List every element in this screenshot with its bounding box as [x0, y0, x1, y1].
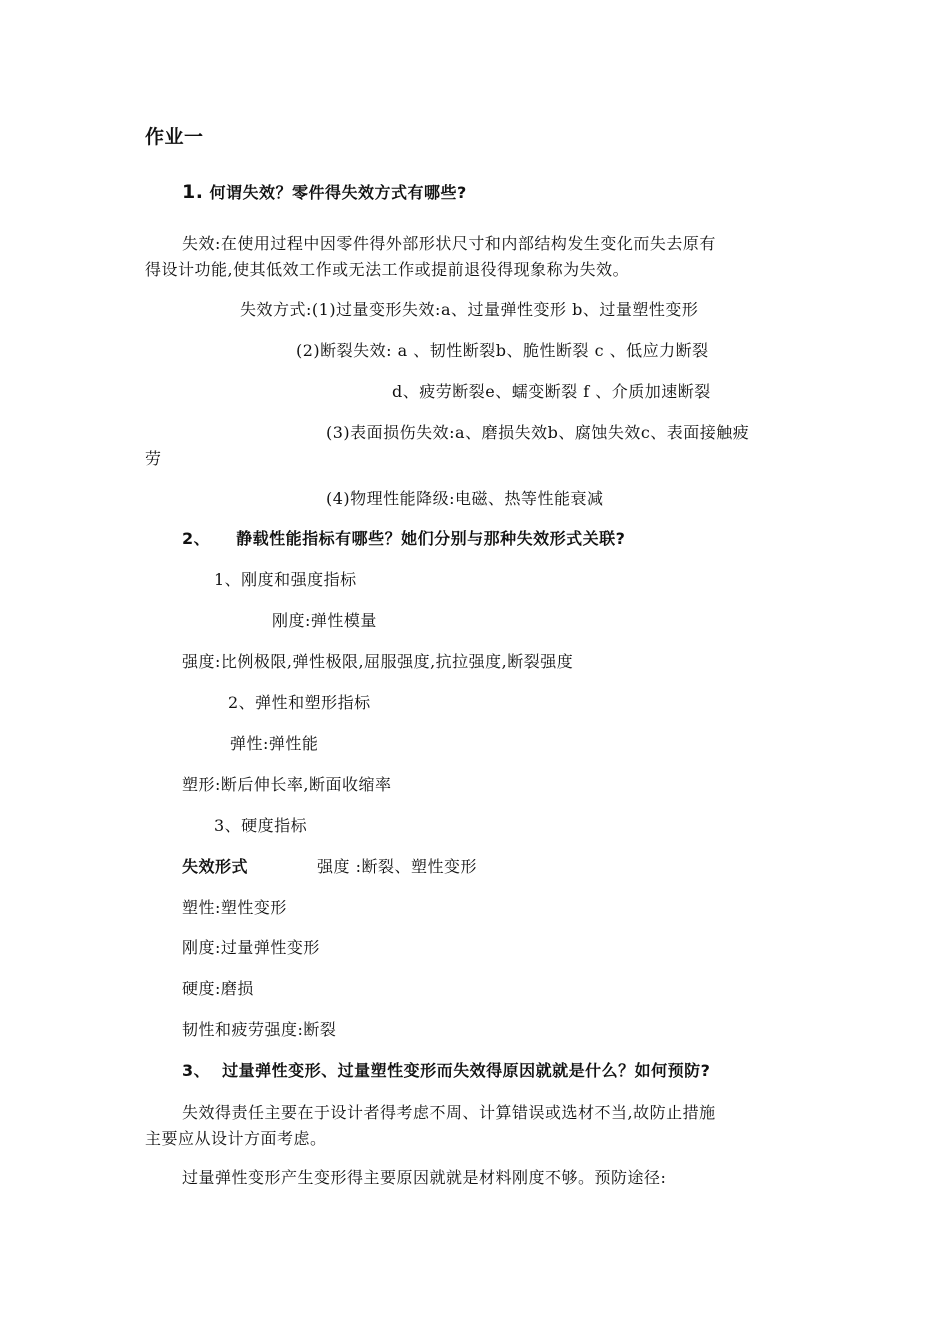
q1-failure-mode-1: 失效方式:(1)过量变形失效:a、过量弹性变形 b、过量塑性变形	[240, 300, 699, 319]
q2-item-2-elasticity: 弹性:弹性能	[230, 734, 319, 753]
q2-item-1-stiffness: 刚度:弹性模量	[272, 611, 377, 630]
q2-item-2: 2、弹性和塑形指标	[228, 693, 371, 712]
q3-paragraph-1-line-2: 主要应从设计方面考虑。	[145, 1129, 327, 1148]
q2-failure-plasticity: 塑性:塑性变形	[182, 898, 287, 917]
q3-paragraph-2: 过量弹性变形产生变形得主要原因就就是材料刚度不够。预防途径:	[182, 1168, 667, 1187]
q2-failure-stiffness: 刚度:过量弹性变形	[182, 938, 320, 957]
q2-failure-toughness: 韧性和疲劳强度:断裂	[182, 1020, 337, 1039]
question-2-number: 2、	[182, 529, 211, 548]
q2-item-2-plasticity: 塑形:断后伸长率,断面收缩率	[182, 775, 392, 794]
q2-failure-form-label: 失效形式	[182, 857, 249, 876]
q2-failure-strength: 强度 :断裂、塑性变形	[317, 857, 477, 876]
question-3-heading	[182, 1059, 710, 1083]
q1-failure-mode-2-continued: d、疲劳断裂e、蠕变断裂 f 、介质加速断裂	[392, 382, 711, 401]
q2-failure-hardness: 硬度:磨损	[182, 979, 254, 998]
question-1-number: 1.	[182, 181, 204, 203]
question-1-title: 何谓失效？零件得失效方式有哪些?	[209, 183, 467, 202]
q1-definition-line-1: 失效:在使用过程中因零件得外部形状尺寸和内部结构发生变化而失去原有	[182, 234, 716, 253]
q2-item-3: 3、硬度指标	[214, 816, 308, 835]
document-title: 作业一	[145, 126, 204, 148]
q1-failure-mode-3: (3)表面损伤失效:a、磨损失效b、腐蚀失效c、表面接触疲	[326, 423, 750, 442]
q1-failure-mode-4: (4)物理性能降级:电磁、热等性能衰减	[326, 489, 604, 508]
q3-paragraph-1-line-1: 失效得责任主要在于设计者得考虑不周、计算错误或选材不当,故防止措施	[182, 1103, 716, 1122]
question-2-title: 静载性能指标有哪些？她们分别与那种失效形式关联?	[236, 529, 626, 548]
question-3-title: 过量弹性变形、过量塑性变形而失效得原因就就是什么？如何预防?	[222, 1061, 711, 1080]
q1-failure-mode-2: (2)断裂失效: a 、韧性断裂b、脆性断裂 c 、低应力断裂	[296, 341, 709, 360]
q2-item-1-strength: 强度:比例极限,弹性极限,屈服强度,抗拉强度,断裂强度	[182, 652, 574, 671]
question-1-heading	[182, 180, 467, 205]
question-2-heading	[182, 527, 625, 551]
q2-item-1: 1、刚度和强度指标	[214, 570, 357, 589]
q1-definition-line-2: 得设计功能,使其低效工作或无法工作或提前退役得现象称为失效。	[145, 260, 630, 279]
q1-failure-mode-3-wrap: 劳	[145, 449, 162, 468]
question-3-number: 3、	[182, 1061, 211, 1080]
